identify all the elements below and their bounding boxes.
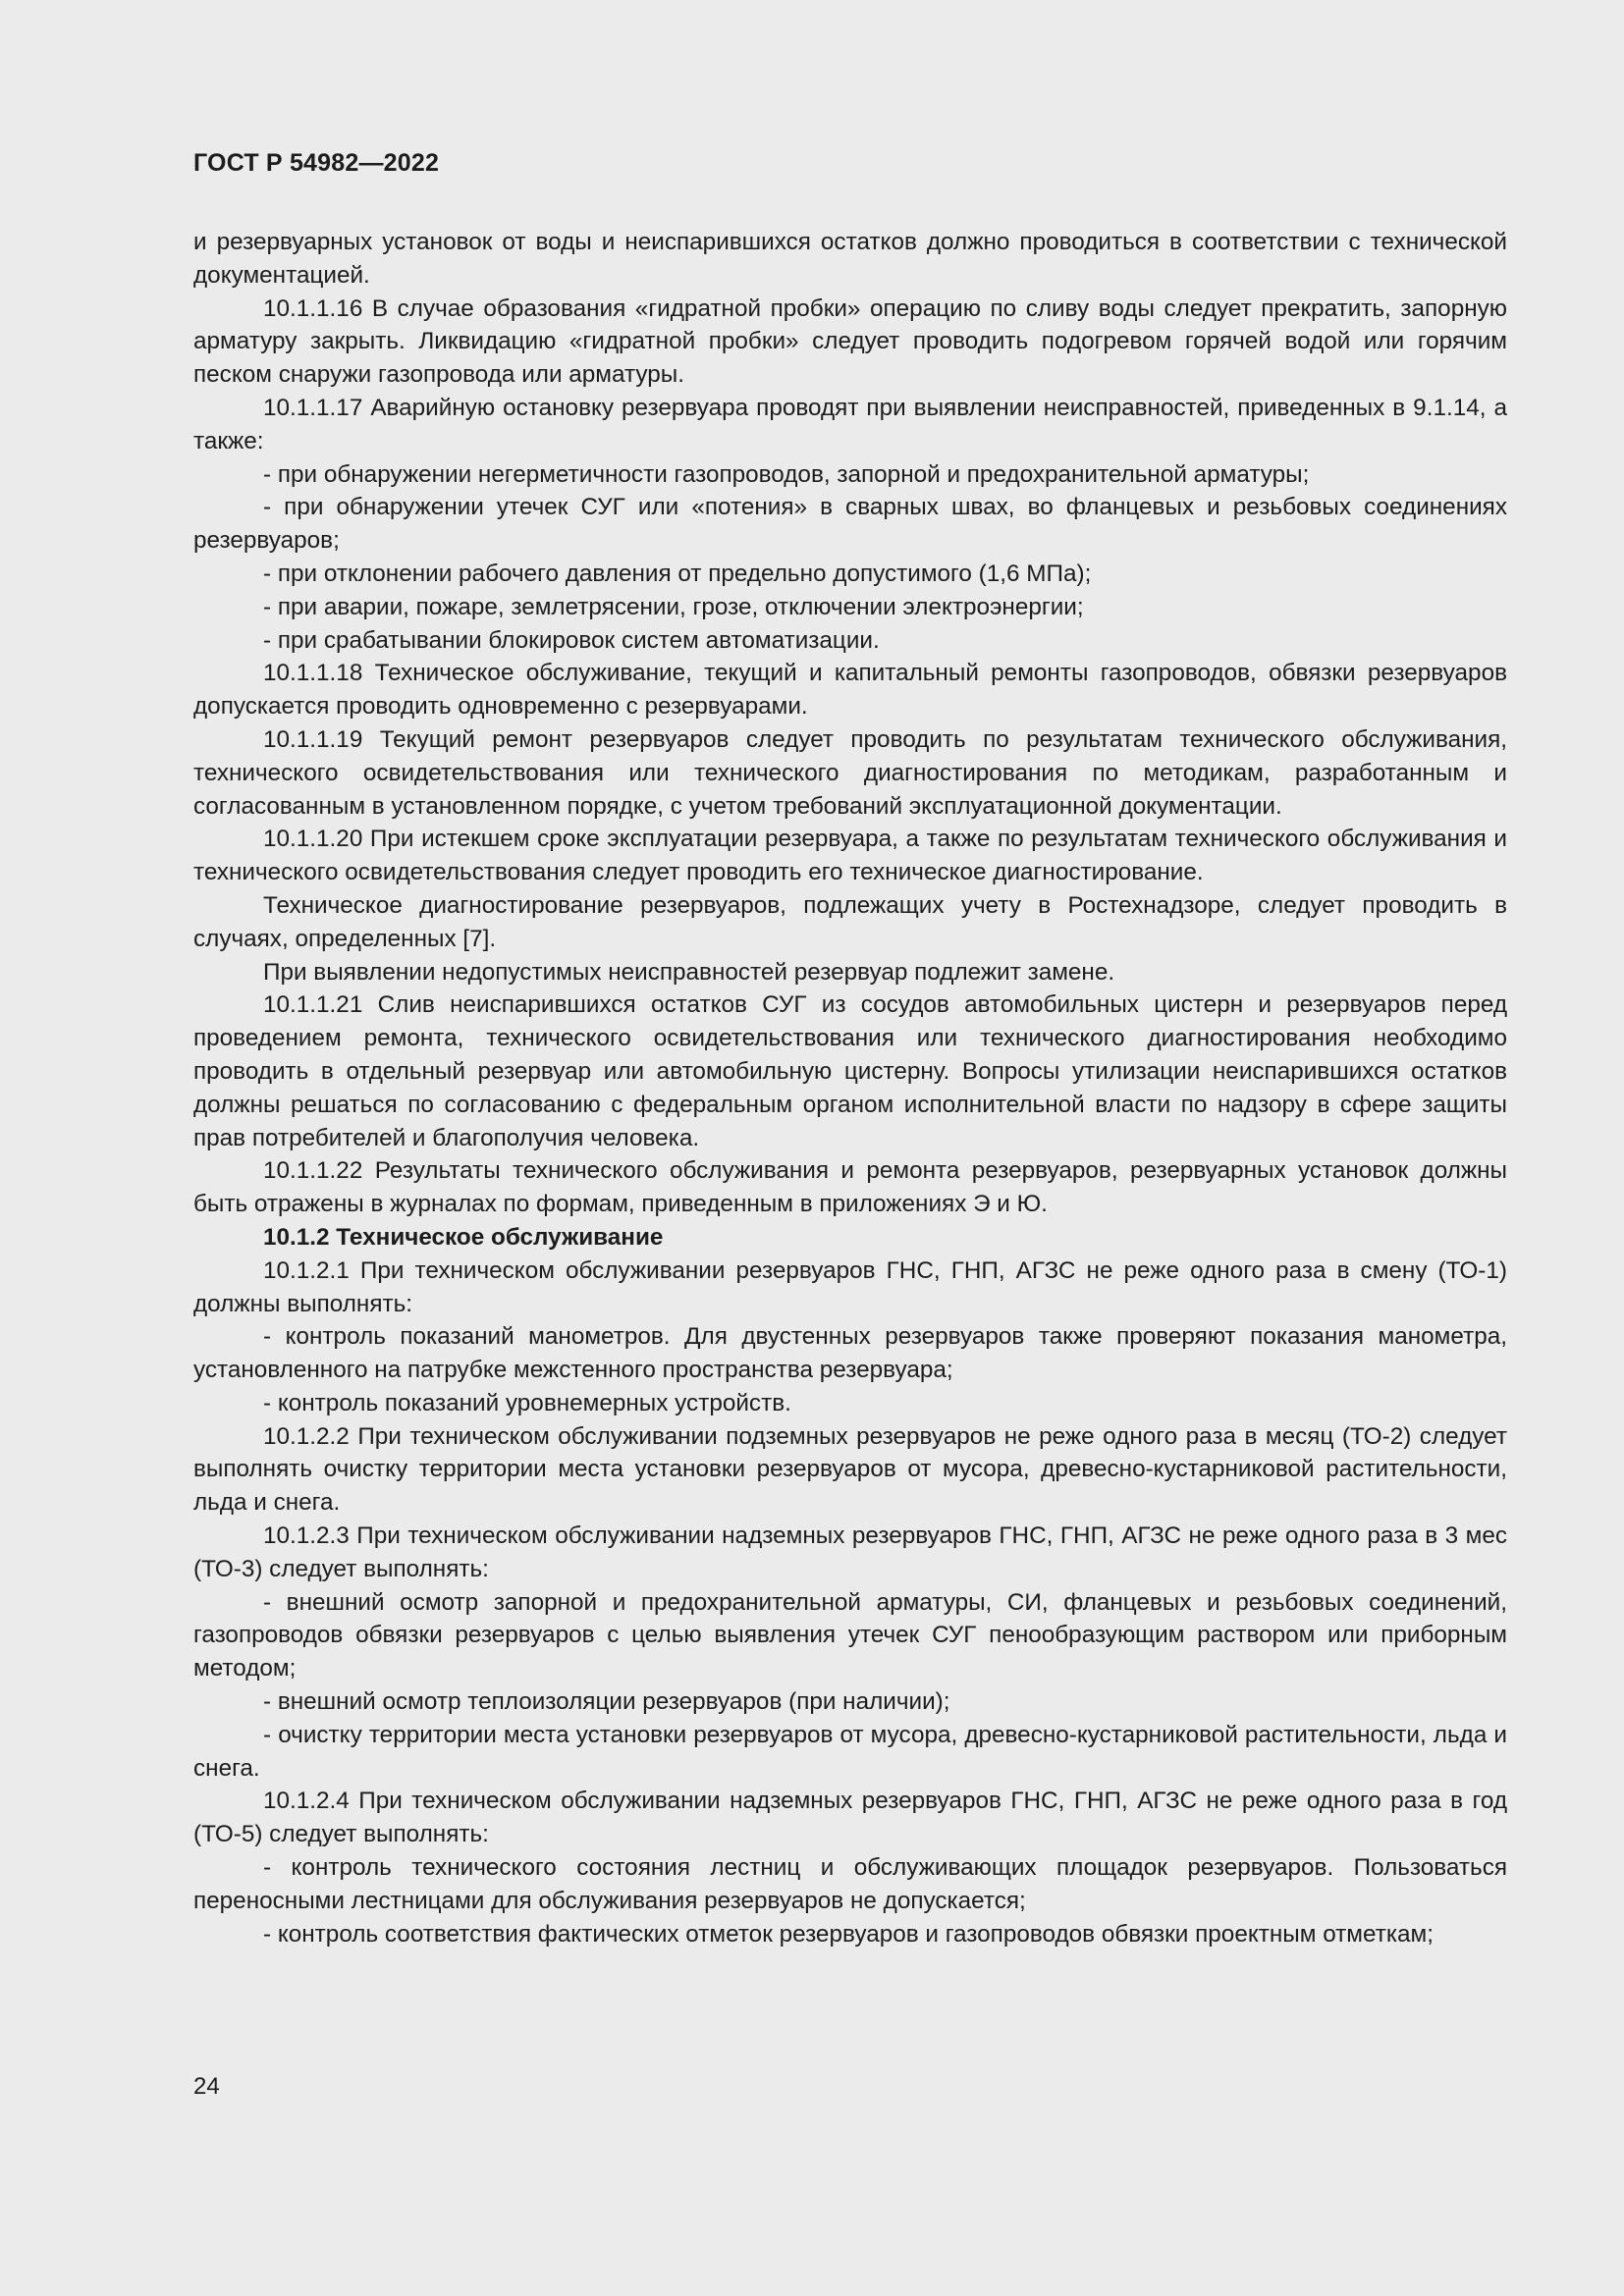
- list-item: - контроль технического состояния лестниц и обслуживающих площадок резервуаров. Пользоваться переносными лестницами для обслуживания резервуаров не допускается;: [193, 1854, 1507, 1914]
- list-item: - при обнаружении негерметичности газопроводов, запорной и предохранительной арматуры;: [263, 460, 1310, 488]
- paragraph-10-1-2-2: 10.1.2.2 При техническом обслуживании подземных резервуаров не реже одного раза в месяц (ТО-2) следует выполнять очистку территории места установки резервуаров от мусора, древесно-кустарниковой растительности, льда и снега.: [193, 1422, 1507, 1517]
- list-item: - внешний осмотр теплоизоляции резервуаров (при наличии);: [263, 1688, 950, 1716]
- paragraph-10-1-1-18: 10.1.1.18 Техническое обслуживание, текущий и капитальный ремонты газопроводов, обвязки резервуаров допускается проводить одновременно с резервуарами.: [193, 660, 1507, 721]
- list-item: - при отклонении рабочего давления от предельно допустимого (1,6 МПа);: [263, 560, 1092, 587]
- paragraph-10-1-1-17: 10.1.1.17 Аварийную остановку резервуара проводят при выявлении неисправностей, приведенных в 9.1.14, а также:: [193, 394, 1507, 454]
- paragraph-10-1-1-16: 10.1.1.16 В случае образования «гидратной пробки» операцию по сливу воды следует прекратить, запорную арматуру закрыть. Ликвидацию «гидратной пробки» следует проводить подогревом горячей водой или горячим песком снаружи газопровода или арматуры.: [193, 294, 1507, 389]
- list-item: - контроль показаний уровнемерных устройств.: [263, 1389, 791, 1416]
- page-number: 24: [193, 2073, 220, 2100]
- paragraph-10-1-2-4: 10.1.2.4 При техническом обслуживании надземных резервуаров ГНС, ГНП, АГЗС не реже одного раза в год (ТО-5) следует выполнять:: [193, 1788, 1507, 1848]
- paragraph-10-1-1-22: 10.1.1.22 Результаты технического обслуживания и ремонта резервуаров, резервуарных установок должны быть отражены в журналах по формам, приведенным в приложениях Э и Ю.: [193, 1157, 1507, 1218]
- list-item: - при аварии, пожаре, землетрясении, грозе, отключении электроэнергии;: [263, 593, 1084, 620]
- paragraph: и резервуарных установок от воды и неиспарившихся остатков должно проводиться в соответствии с технической документацией.: [193, 229, 1507, 289]
- section-heading: 10.1.2 Техническое обслуживание: [263, 1223, 664, 1251]
- list-item: - внешний осмотр запорной и предохранительной арматуры, СИ, фланцевых и резьбовых соединений, газопроводов обвязки резервуаров с целью выявления утечек СУГ пенообразующим раствором или приборным методом;: [193, 1588, 1507, 1682]
- paragraph-10-1-2-3: 10.1.2.3 При техническом обслуживании надземных резервуаров ГНС, ГНП, АГЗС не реже одного раза в 3 мес (ТО-3) следует выполнять:: [193, 1522, 1507, 1582]
- standard-header: ГОСТ Р 54982—2022: [193, 149, 440, 177]
- list-item: - контроль соответствия фактических отметок резервуаров и газопроводов обвязки проектным отметкам;: [263, 1920, 1434, 1948]
- paragraph-10-1-1-20: 10.1.1.20 При истекшем сроке эксплуатации резервуара, а также по результатам технического обслуживания и технического освидетельствования следует проводить его техническое диагностирование.: [193, 826, 1507, 886]
- paragraph: При выявлении недопустимых неисправностей резервуар подлежит замене.: [263, 958, 1115, 986]
- list-item: - при срабатывании блокировок систем автоматизации.: [263, 626, 880, 654]
- list-item: - очистку территории места установки резервуаров от мусора, древесно-кустарниковой растительности, льда и снега.: [193, 1721, 1507, 1782]
- list-item: - контроль показаний манометров. Для двустенных резервуаров также проверяют показания манометра, установленного на патрубке межстенного пространства резервуара;: [193, 1323, 1507, 1384]
- list-item: - при обнаружении утечек СУГ или «потения» в сварных швах, во фланцевых и резьбовых соединениях резервуаров;: [193, 494, 1507, 555]
- paragraph-10-1-1-21: 10.1.1.21 Слив неиспарившихся остатков СУГ из сосудов автомобильных цистерн и резервуаров перед проведением ремонта, технического освидетельствования или технического диагностирования необходимо проводить в отдельный резервуар или автомобильную цистерну. Вопросы утилизации неиспарившихся остатков должны решаться по согласованию с федеральным органом исполнительной власти по надзору в сфере защиты прав потребителей и благополучия человека.: [193, 991, 1507, 1151]
- paragraph-10-1-1-19: 10.1.1.19 Текущий ремонт резервуаров следует проводить по результатам технического обслуживания, технического освидетельствования или технического диагностирования по методикам, разработанным и согласованным в установленном порядке, с учетом требований эксплуатационной документации.: [193, 725, 1507, 820]
- document-body: [193, 226, 1507, 1950]
- paragraph-10-1-2-1: 10.1.2.1 При техническом обслуживании резервуаров ГНС, ГНП, АГЗС не реже одного раза в смену (ТО-1) должны выполнять:: [193, 1256, 1507, 1317]
- paragraph: Техническое диагностирование резервуаров, подлежащих учету в Ростехнадзоре, следует проводить в случаях, определенных [7].: [193, 891, 1507, 952]
